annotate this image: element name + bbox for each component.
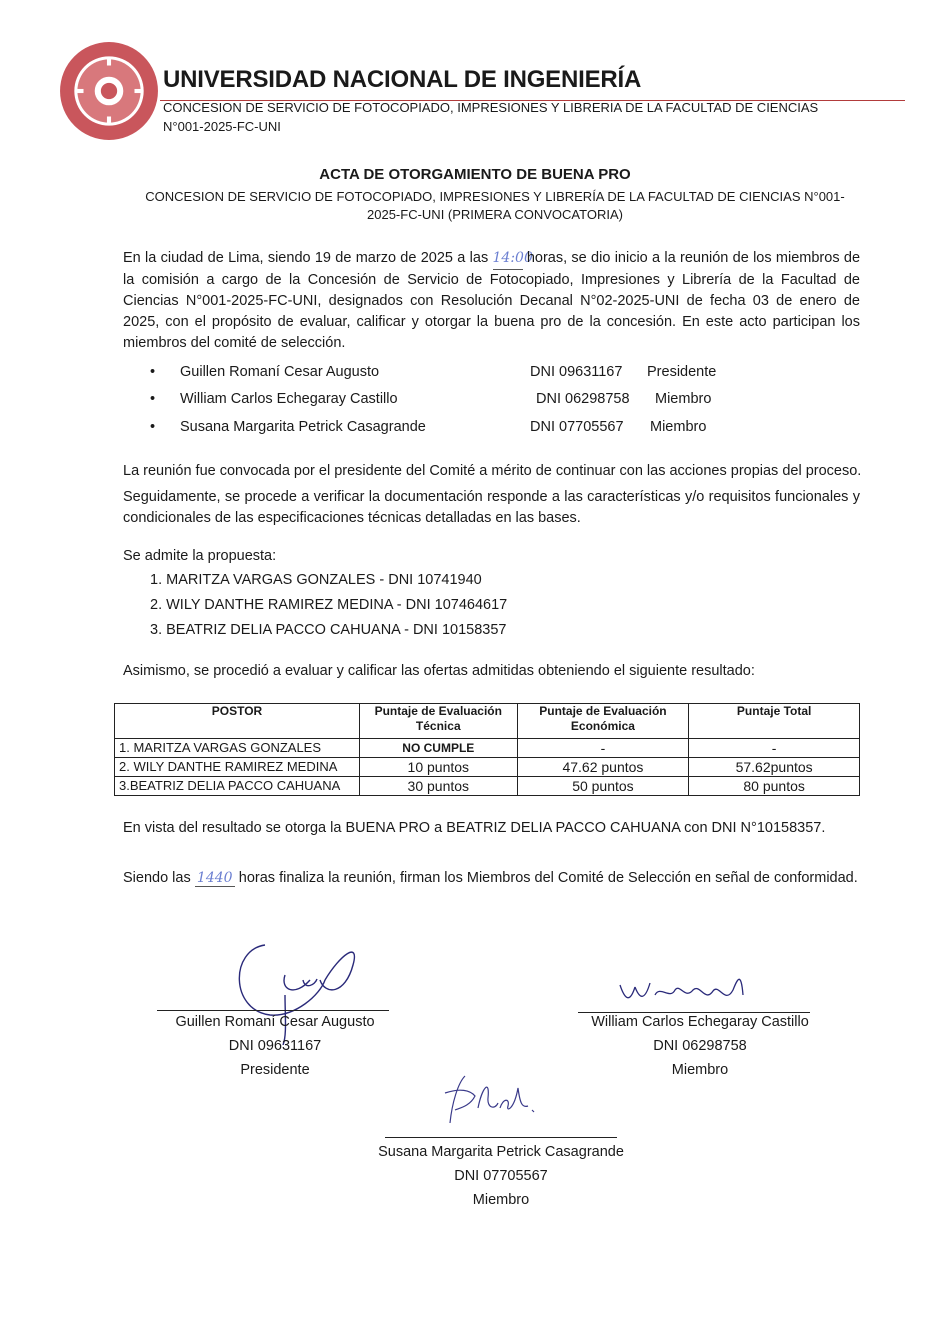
member-name: Susana Margarita Petrick Casagrande (180, 419, 426, 435)
university-seal-logo (58, 40, 160, 142)
member-name: Guillen Romaní Cesar Augusto (180, 364, 380, 380)
table-cell: - (689, 739, 860, 758)
result-text: En vista del resultado se otorga la BUENA PRO a BEATRIZ DELIA PACCO CAHUANA con DNI N°10158357. (123, 820, 826, 836)
signature-petrick (440, 1068, 540, 1128)
table-cell: 80 puntos (689, 777, 860, 796)
intro-paragraph (123, 248, 860, 354)
signature-line (385, 1137, 617, 1138)
university-name: UNIVERSIDAD NACIONAL DE INGENIERÍA (163, 66, 642, 93)
table-header-row (115, 704, 860, 739)
table-cell: 10 puntos (359, 758, 517, 777)
member-row (150, 391, 770, 417)
handwritten-end-time: 1440 (195, 870, 235, 887)
closing-before: Siendo las (123, 870, 191, 886)
table-cell: 3.BEATRIZ DELIA PACCO CAHUANA (115, 777, 360, 796)
signatory-block (360, 1140, 642, 1212)
signatory-name: William Carlos Echegaray Castillo (591, 1014, 809, 1030)
bullet-icon: • (150, 419, 156, 435)
signatory-name: Guillen Romaní Cesar Augusto (175, 1014, 375, 1030)
evaluation-intro: Asimismo, se procedió a evaluar y calificar las ofertas admitidas obteniendo el siguiente resultado: (123, 663, 755, 679)
member-name: William Carlos Echegaray Castillo (180, 391, 398, 407)
signatory-block (130, 1010, 420, 1082)
closing-after: horas finaliza la reunión, firman los Miembros del Comité de Selección en señal de conformidad. (238, 870, 858, 886)
meeting-text-2: Seguidamente, se procede a verificar la documentación responde a las características y/o requisitos funcionales y condicionales de las especificaciones técnicas detalladas en las bases. (123, 489, 860, 526)
column-header: Puntaje de Evaluación Económica (517, 704, 689, 739)
intro-after-time: horas, se dio inicio a la reunión de los miembros de la comisión a cargo de la Concesión de Servicio de Fotocopiado, Impresiones y Librería de la Facultad de Ciencias N°001-2025-FC-UNI, designados con Resolución Decanal N°02-2025-UNI de fecha 03 de enero de 2025, con el propósito de evaluar, calificar y otorgar la buena pro de la concesión. En este acto participan los miembros del comité de selección. (123, 250, 861, 351)
closing-text (123, 870, 858, 887)
column-header: Puntaje Total (689, 704, 860, 739)
subtitle-line-1: CONCESION DE SERVICIO DE FOTOCOPIADO, IMPRESIONES Y LIBRERÍA DE LA FACULTAD DE CIENCIAS N°001- (145, 189, 845, 204)
table-row (115, 758, 860, 777)
member-row (150, 364, 770, 390)
signatory-block (560, 1010, 840, 1082)
table-cell: NO CUMPLE (359, 739, 517, 758)
table-cell: 57.62puntos (689, 758, 860, 777)
table-cell: 47.62 puntos (517, 758, 689, 777)
intro-before-time: En la ciudad de Lima, siendo 19 de marzo de 2025 a las (123, 250, 489, 266)
handwritten-start-time: 14:00 (493, 248, 523, 270)
header-line-1: CONCESION DE SERVICIO DE FOTOCOPIADO, IMPRESIONES Y LIBRERIA DE LA FACULTAD DE CIENCIAS (163, 100, 819, 115)
member-dni: DNI 07705567 (530, 419, 624, 435)
signatory-role: Presidente (240, 1062, 310, 1078)
bullet-icon: • (150, 364, 156, 380)
list-item: 2. WILY DANTHE RAMIREZ MEDINA - DNI 107464617 (150, 597, 508, 613)
member-role: Presidente (647, 364, 717, 380)
signatory-role: Miembro (671, 1062, 729, 1078)
subtitle-line-2: 2025-FC-UNI (PRIMERA CONVOCATORIA) (367, 207, 623, 222)
table-cell: 2. WILY DANTHE RAMIREZ MEDINA (115, 758, 360, 777)
table-row (115, 777, 860, 796)
document-subtitle (130, 188, 860, 224)
member-role: Miembro (650, 419, 707, 435)
signatory-name: Susana Margarita Petrick Casagrande (378, 1144, 624, 1160)
bullet-icon: • (150, 391, 156, 407)
document-title: ACTA DE OTORGAMIENTO DE BUENA PRO (319, 166, 631, 183)
table-row (115, 739, 860, 758)
admit-label: Se admite la propuesta: (123, 548, 277, 564)
list-item: 1. MARITZA VARGAS GONZALES - DNI 10741940 (150, 572, 482, 588)
signatory-dni: DNI 06298758 (653, 1038, 747, 1054)
results-table (114, 703, 860, 796)
header-line-2: N°001-2025-FC-UNI (163, 119, 281, 134)
list-item: 3. BEATRIZ DELIA PACCO CAHUANA - DNI 10158357 (150, 622, 507, 638)
signatory-dni: DNI 07705567 (454, 1168, 548, 1184)
signatory-role: Miembro (472, 1192, 530, 1208)
column-header: Puntaje de Evaluación Técnica (359, 704, 517, 739)
signature-echegaray (615, 965, 755, 1015)
table-cell: 30 puntos (359, 777, 517, 796)
table-cell: - (517, 739, 689, 758)
member-role: Miembro (655, 391, 712, 407)
table-cell: 1. MARITZA VARGAS GONZALES (115, 739, 360, 758)
member-dni: DNI 09631167 (530, 364, 623, 380)
table-cell: 50 puntos (517, 777, 689, 796)
member-dni: DNI 06298758 (536, 391, 630, 407)
column-header: POSTOR (115, 704, 360, 739)
member-row (150, 419, 770, 445)
signatory-dni: DNI 09631167 (228, 1038, 322, 1054)
meeting-text-1: La reunión fue convocada por el presidente del Comité a mérito de continuar con las acciones propias del proceso. (123, 463, 862, 479)
